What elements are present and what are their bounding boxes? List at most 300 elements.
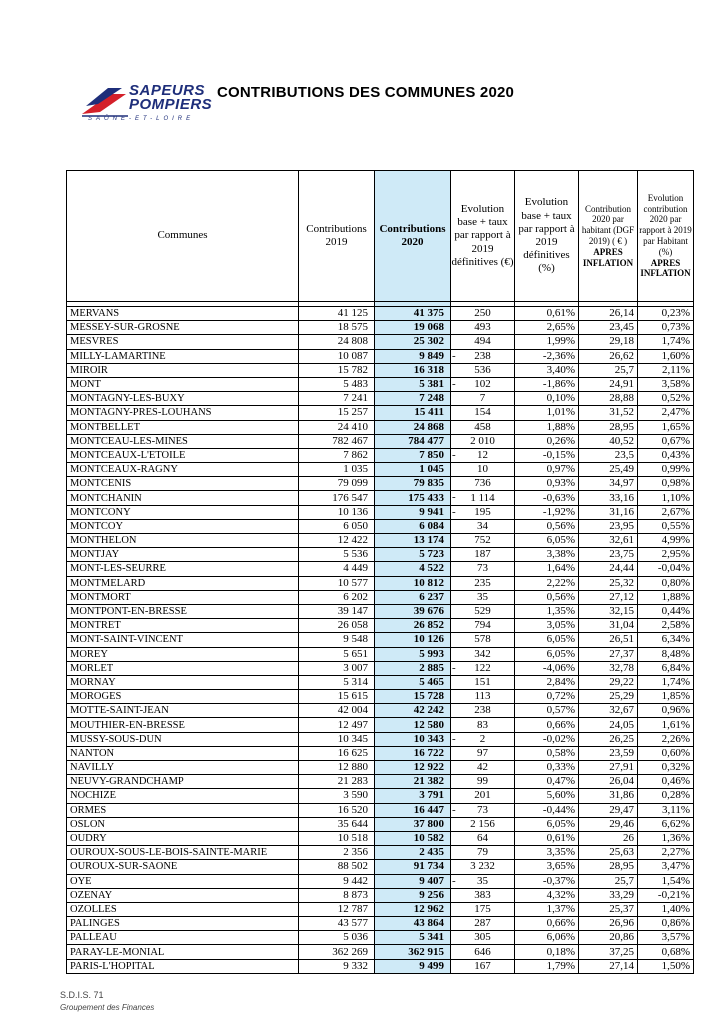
table-row [67,732,694,746]
header-evolution-habitant-inflation: APRES INFLATION [640,257,691,279]
evolution-habitant-pct: 0,99% [638,463,694,477]
contribution-2019: 6 050 [299,519,375,533]
contribution-2020: 2 885 [375,661,451,675]
commune-name: MUSSY-SOUS-DUN [67,732,299,746]
contribution-2020: 10 126 [375,633,451,647]
commune-name: NAVILLY [67,761,299,775]
table-row [67,647,694,661]
table-row [67,761,694,775]
evolution-pct: -0,15% [515,448,579,462]
per-habitant: 23,59 [579,746,638,760]
contribution-2019: 5 536 [299,548,375,562]
table-row [67,406,694,420]
evolution-eur-value: 250 [474,307,491,320]
evolution-eur [451,917,515,931]
contribution-2020: 10 812 [375,576,451,590]
contribution-2020: 91 734 [375,860,451,874]
evolution-eur [451,363,515,377]
evolution-habitant-pct: 8,48% [638,647,694,661]
evolution-eur [451,690,515,704]
table-row [67,434,694,448]
contribution-2019: 176 547 [299,491,375,505]
evolution-eur-value: 493 [474,321,491,334]
contribution-2020: 12 962 [375,902,451,916]
evolution-pct: 6,06% [515,931,579,945]
evolution-eur-value: 235 [474,576,491,589]
contribution-2019: 18 575 [299,321,375,335]
contribution-2020: 21 382 [375,775,451,789]
evolution-habitant-pct: 0,86% [638,917,694,931]
contribution-2019: 6 202 [299,590,375,604]
header-per-habitant-inflation: APRES INFLATION [582,246,634,268]
evolution-habitant-pct: 1,60% [638,349,694,363]
contribution-2019: 41 125 [299,307,375,321]
commune-name: MERVANS [67,307,299,321]
table-row [67,718,694,732]
table-row [67,775,694,789]
evolution-eur [451,761,515,775]
evolution-eur-value: 536 [474,363,491,376]
contribution-2019: 10 345 [299,732,375,746]
evolution-eur-value: 154 [474,406,491,419]
evolution-eur [451,945,515,959]
per-habitant: 26,14 [579,307,638,321]
evolution-eur-value: 12 [477,448,488,461]
evolution-pct: -0,37% [515,874,579,888]
table-row [67,363,694,377]
header-contrib-2020: Contributions 2020 [375,171,451,302]
evolution-habitant-pct: 0,44% [638,604,694,618]
table-row [67,633,694,647]
commune-name: MONTCOY [67,519,299,533]
contribution-2019: 4 449 [299,562,375,576]
per-habitant: 23,45 [579,321,638,335]
evolution-eur-value: 1 114 [470,491,495,504]
evolution-eur-value: 187 [474,548,491,561]
commune-name: MOREY [67,647,299,661]
per-habitant: 28,95 [579,420,638,434]
contribution-2019: 12 880 [299,761,375,775]
evolution-eur-value: 305 [474,931,491,944]
evolution-eur [451,321,515,335]
evolution-eur-value: 97 [477,746,488,759]
negative-sign: - [452,491,456,504]
evolution-pct: 0,57% [515,704,579,718]
evolution-pct: 4,32% [515,888,579,902]
evolution-eur [451,959,515,973]
contribution-2020: 12 922 [375,761,451,775]
table-row [67,477,694,491]
per-habitant: 28,88 [579,392,638,406]
contribution-2020: 9 941 [375,505,451,519]
evolution-eur-value: 79 [477,846,488,859]
header-evolution-habitant-text: Evolution contribution 2020 par rapport à 2019 par Habitant (%) [639,192,692,257]
evolution-eur [451,846,515,860]
evolution-eur-value: 201 [474,789,491,802]
contribution-2019: 5 036 [299,931,375,945]
evolution-pct: 6,05% [515,534,579,548]
evolution-eur [451,675,515,689]
evolution-habitant-pct: 0,67% [638,434,694,448]
evolution-eur-value: 167 [474,959,491,972]
evolution-eur-value: 578 [474,633,491,646]
contribution-2019: 9 548 [299,633,375,647]
evolution-eur [451,377,515,391]
table-row [67,661,694,675]
evolution-pct: 2,84% [515,675,579,689]
evolution-pct: 3,05% [515,619,579,633]
contribution-2019: 12 497 [299,718,375,732]
contribution-2019: 26 058 [299,619,375,633]
per-habitant: 32,61 [579,534,638,548]
evolution-pct: 0,26% [515,434,579,448]
evolution-habitant-pct: 3,57% [638,931,694,945]
evolution-pct: 6,05% [515,633,579,647]
evolution-pct: -0,02% [515,732,579,746]
per-habitant: 29,22 [579,675,638,689]
per-habitant: 31,16 [579,505,638,519]
evolution-eur [451,803,515,817]
evolution-habitant-pct: 2,95% [638,548,694,562]
evolution-eur-value: 10 [477,463,488,476]
contribution-2020: 16 722 [375,746,451,760]
evolution-habitant-pct: 0,73% [638,321,694,335]
evolution-eur [451,392,515,406]
contribution-2020: 9 849 [375,349,451,363]
evolution-eur-value: 7 [479,392,486,405]
evolution-pct: 3,35% [515,846,579,860]
commune-name: OSLON [67,817,299,831]
contribution-2020: 9 407 [375,874,451,888]
evolution-habitant-pct: 4,99% [638,534,694,548]
per-habitant: 33,16 [579,491,638,505]
table-row [67,931,694,945]
per-habitant: 25,49 [579,463,638,477]
negative-sign: - [452,505,456,518]
contribution-2019: 3 590 [299,789,375,803]
evolution-pct: 3,38% [515,548,579,562]
contribution-2020: 5 465 [375,675,451,689]
evolution-eur-value: 2 010 [470,434,495,447]
per-habitant: 32,67 [579,704,638,718]
evolution-eur [451,519,515,533]
evolution-pct: 0,61% [515,831,579,845]
evolution-eur [451,874,515,888]
commune-name: NANTON [67,746,299,760]
per-habitant: 29,47 [579,803,638,817]
table-row [67,548,694,562]
evolution-habitant-pct: 1,74% [638,335,694,349]
commune-name: OZENAY [67,888,299,902]
contribution-2019: 8 873 [299,888,375,902]
header-per-habitant-text: Contribution 2020 par habitant (DGF 2019) ( € ) [581,203,635,246]
evolution-pct: 0,93% [515,477,579,491]
contribution-2019: 2 356 [299,846,375,860]
evolution-pct: 0,72% [515,690,579,704]
evolution-eur [451,732,515,746]
evolution-eur [451,789,515,803]
evolution-pct: 0,56% [515,590,579,604]
contribution-2020: 5 341 [375,931,451,945]
commune-name: NOCHIZE [67,789,299,803]
commune-name: ORMES [67,803,299,817]
per-habitant: 24,44 [579,562,638,576]
table-row [67,959,694,973]
contribution-2019: 9 332 [299,959,375,973]
commune-name: MORLET [67,661,299,675]
evolution-eur [451,775,515,789]
evolution-habitant-pct: 0,52% [638,392,694,406]
per-habitant: 20,86 [579,931,638,945]
contribution-2019: 43 577 [299,917,375,931]
evolution-eur-value: 342 [474,647,491,660]
evolution-pct: 1,88% [515,420,579,434]
per-habitant: 26,25 [579,732,638,746]
evolution-habitant-pct: 2,26% [638,732,694,746]
evolution-habitant-pct: 0,32% [638,761,694,775]
commune-name: MONTCHANIN [67,491,299,505]
evolution-eur-value: 122 [474,661,491,674]
commune-name: MOROGES [67,690,299,704]
commune-name: MOUTHIER-EN-BRESSE [67,718,299,732]
contribution-2020: 15 728 [375,690,451,704]
flame-logo-icon [80,84,130,118]
logo-line-1: SAPEURS [129,82,206,99]
commune-name: MESVRES [67,335,299,349]
evolution-eur-value: 736 [474,477,491,490]
evolution-habitant-pct: 1,65% [638,420,694,434]
contribution-2020: 16 447 [375,803,451,817]
evolution-pct: 6,05% [515,817,579,831]
table-row [67,604,694,618]
evolution-eur-value: 238 [474,349,491,362]
per-habitant: 26,96 [579,917,638,931]
evolution-eur-value: 752 [474,534,491,547]
evolution-eur [451,590,515,604]
contribution-2020: 1 045 [375,463,451,477]
evolution-pct: 1,01% [515,406,579,420]
table-row [67,392,694,406]
table-row [67,590,694,604]
contribution-2020: 784 477 [375,434,451,448]
per-habitant: 40,52 [579,434,638,448]
contribution-2019: 7 241 [299,392,375,406]
per-habitant: 33,29 [579,888,638,902]
evolution-pct: -4,06% [515,661,579,675]
commune-name: MONTCONY [67,505,299,519]
contribution-2020: 9 499 [375,959,451,973]
contribution-2020: 16 318 [375,363,451,377]
per-habitant: 25,29 [579,690,638,704]
table-row [67,377,694,391]
contribution-2019: 24 808 [299,335,375,349]
contribution-2019: 88 502 [299,860,375,874]
contribution-2019: 5 314 [299,675,375,689]
table-row [67,917,694,931]
evolution-habitant-pct: 6,62% [638,817,694,831]
evolution-eur [451,349,515,363]
footer-department: Groupement des Finances [60,1003,155,1012]
evolution-eur-value: 34 [477,519,488,532]
evolution-habitant-pct: 1,61% [638,718,694,732]
evolution-pct: 0,56% [515,519,579,533]
evolution-pct: 6,05% [515,647,579,661]
contribution-2019: 10 087 [299,349,375,363]
table-row [67,562,694,576]
contribution-2020: 39 676 [375,604,451,618]
table-row [67,902,694,916]
table-row [67,675,694,689]
evolution-eur [451,448,515,462]
contribution-2019: 21 283 [299,775,375,789]
evolution-eur [451,746,515,760]
commune-name: MIROIR [67,363,299,377]
contribution-2020: 2 435 [375,846,451,860]
evolution-eur [451,661,515,675]
evolution-habitant-pct: 6,84% [638,661,694,675]
contribution-2020: 25 302 [375,335,451,349]
evolution-pct: 0,18% [515,945,579,959]
evolution-eur-value: 794 [474,619,491,632]
evolution-eur [451,307,515,321]
evolution-pct: 1,37% [515,902,579,916]
evolution-eur [451,406,515,420]
table-row [67,704,694,718]
per-habitant: 25,7 [579,874,638,888]
evolution-eur-value: 529 [474,605,491,618]
contribution-2020: 9 256 [375,888,451,902]
contribution-2019: 79 099 [299,477,375,491]
header-evolution-habitant [638,171,694,302]
commune-name: OYE [67,874,299,888]
evolution-eur-value: 102 [474,378,491,391]
evolution-habitant-pct: 3,11% [638,803,694,817]
table-row [67,619,694,633]
per-habitant: 31,86 [579,789,638,803]
contribution-2019: 35 644 [299,817,375,831]
commune-name: MONTPONT-EN-BRESSE [67,604,299,618]
evolution-eur [451,860,515,874]
evolution-eur [451,477,515,491]
evolution-eur [451,604,515,618]
contribution-2019: 39 147 [299,604,375,618]
contribution-2020: 15 411 [375,406,451,420]
table-row [67,463,694,477]
contribution-2019: 12 787 [299,902,375,916]
per-habitant: 31,52 [579,406,638,420]
table-row [67,491,694,505]
contribution-2020: 10 343 [375,732,451,746]
evolution-pct: 0,61% [515,307,579,321]
evolution-eur [451,902,515,916]
evolution-habitant-pct: 0,68% [638,945,694,959]
evolution-habitant-pct: 0,43% [638,448,694,462]
evolution-habitant-pct: 0,60% [638,746,694,760]
evolution-pct: 0,10% [515,392,579,406]
commune-name: MILLY-LAMARTINE [67,349,299,363]
contribution-2019: 15 257 [299,406,375,420]
commune-name: MORNAY [67,675,299,689]
evolution-eur [451,420,515,434]
evolution-eur-value: 287 [474,917,491,930]
contribution-2020: 37 800 [375,817,451,831]
evolution-eur-value: 383 [474,888,491,901]
contribution-2019: 782 467 [299,434,375,448]
evolution-habitant-pct: 1,10% [638,491,694,505]
per-habitant: 31,04 [579,619,638,633]
contribution-2020: 5 723 [375,548,451,562]
table-row [67,420,694,434]
commune-name: OUROUX-SOUS-LE-BOIS-SAINTE-MARIE [67,846,299,860]
evolution-eur-value: 42 [477,761,488,774]
commune-name: MONTMORT [67,590,299,604]
per-habitant: 25,7 [579,363,638,377]
evolution-eur [451,562,515,576]
per-habitant: 23,5 [579,448,638,462]
evolution-pct: 2,65% [515,321,579,335]
contribution-2019: 15 615 [299,690,375,704]
contribution-2020: 42 242 [375,704,451,718]
contribution-2020: 13 174 [375,534,451,548]
contribution-2019: 10 577 [299,576,375,590]
evolution-pct: 3,40% [515,363,579,377]
commune-name: PALINGES [67,917,299,931]
commune-name: MONTCEAU-LES-MINES [67,434,299,448]
evolution-pct: 1,79% [515,959,579,973]
contribution-2019: 12 422 [299,534,375,548]
evolution-habitant-pct: 1,50% [638,959,694,973]
commune-name: MONTMELARD [67,576,299,590]
evolution-eur [451,817,515,831]
table-row [67,817,694,831]
header-evolution-pct: Evolution base + taux par rapport à 2019 définitives (%) [515,171,579,302]
per-habitant: 23,95 [579,519,638,533]
header-evolution-eur: Evolution base + taux par rapport à 2019 définitives (€) [451,171,515,302]
evolution-eur [451,505,515,519]
per-habitant: 24,91 [579,377,638,391]
evolution-pct: -2,36% [515,349,579,363]
header-communes: Communes [67,171,299,302]
contribution-2019: 5 483 [299,377,375,391]
evolution-eur-value: 458 [474,420,491,433]
evolution-eur [451,633,515,647]
contribution-2020: 6 084 [375,519,451,533]
evolution-eur-value: 2 156 [470,817,495,830]
commune-name: MONTAGNY-PRES-LOUHANS [67,406,299,420]
per-habitant: 27,12 [579,590,638,604]
table-row [67,307,694,321]
negative-sign: - [452,803,456,816]
evolution-habitant-pct: 3,47% [638,860,694,874]
evolution-eur [451,888,515,902]
evolution-eur [451,491,515,505]
per-habitant: 27,37 [579,647,638,661]
per-habitant: 23,75 [579,548,638,562]
evolution-eur-value: 494 [474,335,491,348]
contribution-2019: 16 625 [299,746,375,760]
evolution-pct: 0,97% [515,463,579,477]
evolution-eur [451,718,515,732]
contribution-2019: 16 520 [299,803,375,817]
evolution-pct: 0,66% [515,917,579,931]
commune-name: MONTRET [67,619,299,633]
commune-name: MESSEY-SUR-GROSNE [67,321,299,335]
evolution-habitant-pct: 0,96% [638,704,694,718]
evolution-habitant-pct: -0,04% [638,562,694,576]
evolution-habitant-pct: 0,55% [638,519,694,533]
per-habitant: 27,91 [579,761,638,775]
evolution-eur [451,335,515,349]
